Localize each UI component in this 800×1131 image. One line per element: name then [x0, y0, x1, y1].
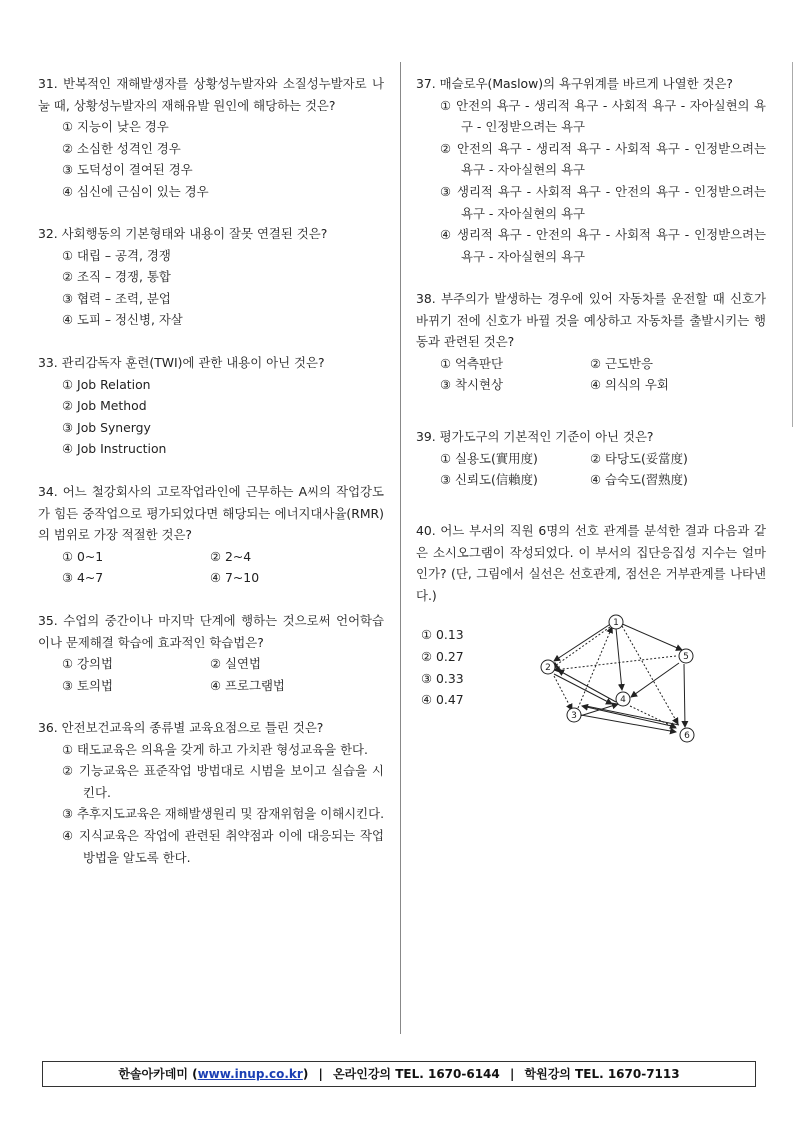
node-label-3: 3 [571, 711, 577, 722]
footer-offline-phone: 학원강의 TEL. 1670-7113 [524, 1067, 680, 1081]
question-stem: 36. 안전보건교육의 종류별 교육요점으로 틀린 것은? [38, 720, 324, 735]
option-1[interactable]: ① Job Relation [62, 376, 151, 392]
question-stem: 37. 매슬로우(Maslow)의 욕구위계를 바르게 나열한 것은? [416, 76, 733, 91]
edge-dotted-2-3 [554, 676, 572, 710]
option-2[interactable]: ② 안전의 욕구 - 생리적 욕구 - 사회적 욕구 - 인정받으려는 욕구 - 자아실현의 욕구 [440, 140, 766, 178]
footer-academy: 한솔아카데미 ( [118, 1067, 198, 1081]
footer-academy-end: ) [302, 1067, 309, 1081]
question-stem: 35. 수업의 중간이나 마지막 단계에 행하는 것으로써 언어학습이나 문제해결 학습에 효과적인 학습법은? [38, 613, 384, 650]
options-grid [416, 448, 766, 491]
option-1[interactable]: ① 0.13 [421, 627, 464, 643]
question-33 [38, 352, 384, 460]
edge-5-4 [631, 663, 679, 697]
question-stem: 32. 사회행동의 기본형태와 내용이 잘못 연결된 것은? [38, 226, 328, 241]
options-grid [38, 653, 384, 696]
option-2[interactable]: ② Job Method [62, 398, 147, 414]
question-40 [416, 520, 766, 749]
edge-dotted-3-1 [578, 627, 612, 708]
option-1[interactable]: ① 대립 – 공격, 경쟁 [62, 247, 171, 263]
question-32 [38, 223, 384, 331]
option-3[interactable]: ③ 0.33 [421, 670, 464, 686]
option-3[interactable]: ③ 생리적 욕구 - 사회적 욕구 - 안전의 욕구 - 인정받으려는 욕구 - 자아실현의 욕구 [440, 183, 766, 221]
column-divider [400, 62, 401, 1034]
option-1[interactable]: ① 지능이 낮은 경우 [62, 119, 169, 135]
option-3[interactable]: ③ 4~7 [62, 570, 104, 586]
option-3[interactable]: ③ 토의법 [62, 677, 113, 693]
option-1[interactable]: ① 안전의 욕구 - 생리적 욕구 - 사회적 욕구 - 자아실현의 욕구 - 인정받으려는 욕구 [440, 97, 766, 135]
options-grid [416, 353, 766, 396]
edge-dotted-1-6 [622, 626, 678, 724]
edge-1-4 [616, 628, 622, 690]
option-4[interactable]: ④ 0.47 [421, 692, 464, 708]
option-3[interactable]: ③ 도덕성이 결여된 경우 [62, 162, 193, 178]
option-4[interactable]: ④ 습숙도(習熟度) [590, 472, 688, 488]
edge-dotted-5-2 [554, 656, 676, 670]
footer-separator: | [318, 1067, 323, 1081]
option-2[interactable]: ② 타당도(妥當度) [590, 450, 688, 466]
option-3[interactable]: ③ Job Synergy [62, 419, 151, 435]
option-3[interactable]: ③ 협력 – 조력, 분업 [62, 290, 171, 306]
node-label-6: 6 [684, 731, 690, 742]
option-1[interactable]: ① 0~1 [62, 548, 104, 564]
option-2[interactable]: ② 실연법 [210, 656, 261, 672]
option-1[interactable]: ① 태도교육은 의욕을 갖게 하고 가치관 형성교육을 한다. [62, 741, 368, 757]
option-4[interactable]: ④ 의식의 우회 [590, 377, 669, 393]
question-stem: 39. 평가도구의 기본적인 기준이 아닌 것은? [416, 429, 654, 444]
option-4[interactable]: ④ 생리적 욕구 - 안전의 욕구 - 사회적 욕구 - 인정받으려는 욕구 - 자아실현의 욕구 [440, 227, 766, 264]
footer-separator: | [509, 1067, 515, 1081]
option-2[interactable]: ② 근도반응 [590, 355, 653, 371]
options-list [416, 624, 516, 710]
edge-1-2 [554, 623, 612, 661]
option-4[interactable]: ④ Job Instruction [62, 441, 167, 457]
question-36 [38, 717, 384, 868]
option-4[interactable]: ④ 7~10 [210, 570, 260, 586]
option-3[interactable]: ③ 착시현상 [440, 377, 503, 393]
options-grid [38, 546, 384, 589]
edge-4-2 [558, 670, 616, 702]
footer-bar [42, 1061, 756, 1087]
edge-5-6 [684, 664, 685, 727]
option-3[interactable]: ③ 신뢰도(信賴度) [440, 472, 538, 488]
node-label-5: 5 [683, 652, 689, 663]
option-2[interactable]: ② 2~4 [210, 548, 252, 564]
question-38 [416, 288, 766, 396]
question-stem: 40. 어느 부서의 직원 6명의 선호 관계를 분석한 결과 다음과 같은 소시오그램이 작성되었다. 이 부서의 집단응집성 지수는 얼마인가? (단, 그림에서 실선은 선호관계, 점선은 거부관계를 나타낸다.) [416, 523, 766, 603]
question-stem: 33. 관리감독자 훈련(TWI)에 관한 내용이 아닌 것은? [38, 355, 325, 370]
option-2[interactable]: ② 소심한 성격인 경우 [62, 140, 181, 156]
node-label-2: 2 [545, 663, 551, 674]
option-4[interactable]: ④ 지식교육은 작업에 관련된 취약점과 이에 대응되는 작업 방법을 알도록 한다. [62, 827, 384, 865]
question-35 [38, 610, 384, 696]
node-label-4: 4 [620, 695, 626, 706]
question-stem: 34. 어느 철강회사의 고로작업라인에 근무하는 A씨의 작업강도가 힘든 중작업으로 평가되었다면 해당되는 에너지대사율(RMR)의 범위로 가장 적절한 것은? [38, 484, 384, 543]
footer-website-link[interactable]: www.inup.co.kr [197, 1067, 303, 1081]
question-39 [416, 426, 766, 491]
question-stem: 31. 반복적인 재해발생자를 상황성누발자와 소질성누발자로 나눌 때, 상황성누발자의 재해유발 원인에 해당하는 것은? [38, 76, 384, 113]
option-4[interactable]: ④ 심신에 근심이 있는 경우 [62, 183, 209, 199]
question-31 [38, 73, 384, 203]
footer-online-phone: 온라인강의 TEL. 1670-6144 [333, 1067, 500, 1081]
option-4[interactable]: ④ 프로그램법 [210, 677, 285, 693]
edge-2-4 [554, 674, 612, 704]
edge-6-3b [586, 706, 679, 725]
question-stem: 38. 부주의가 발생하는 경우에 있어 자동차를 운전할 때 신호가 바뀌기 전에 신호가 바뀔 것을 예상하고 자동차를 출발시키는 행동과 관련된 것은? [416, 291, 766, 350]
option-1[interactable]: ① 억측판단 [440, 355, 503, 371]
edge-1-5 [620, 623, 682, 650]
option-3[interactable]: ③ 추후지도교육은 재해발생원리 및 잠재위험을 이해시킨다. [62, 806, 385, 822]
node-label-1: 1 [613, 618, 619, 629]
option-2[interactable]: ② 0.27 [421, 648, 464, 664]
option-1[interactable]: ① 강의법 [62, 656, 113, 672]
question-40-body [416, 614, 766, 749]
option-4[interactable]: ④ 도피 – 정신병, 자살 [62, 312, 183, 328]
option-2[interactable]: ② 기능교육은 표준작업 방법대로 시범을 보이고 실습을 시킨다. [62, 763, 384, 800]
edge-dotted-1-2 [552, 627, 610, 668]
page-edge-line [792, 62, 793, 427]
sociogram-diagram [524, 614, 704, 744]
option-1[interactable]: ① 실용도(實用度) [440, 450, 538, 466]
option-2[interactable]: ② 조직 – 경쟁, 통합 [62, 269, 171, 285]
question-37 [416, 73, 766, 267]
question-34 [38, 481, 384, 589]
